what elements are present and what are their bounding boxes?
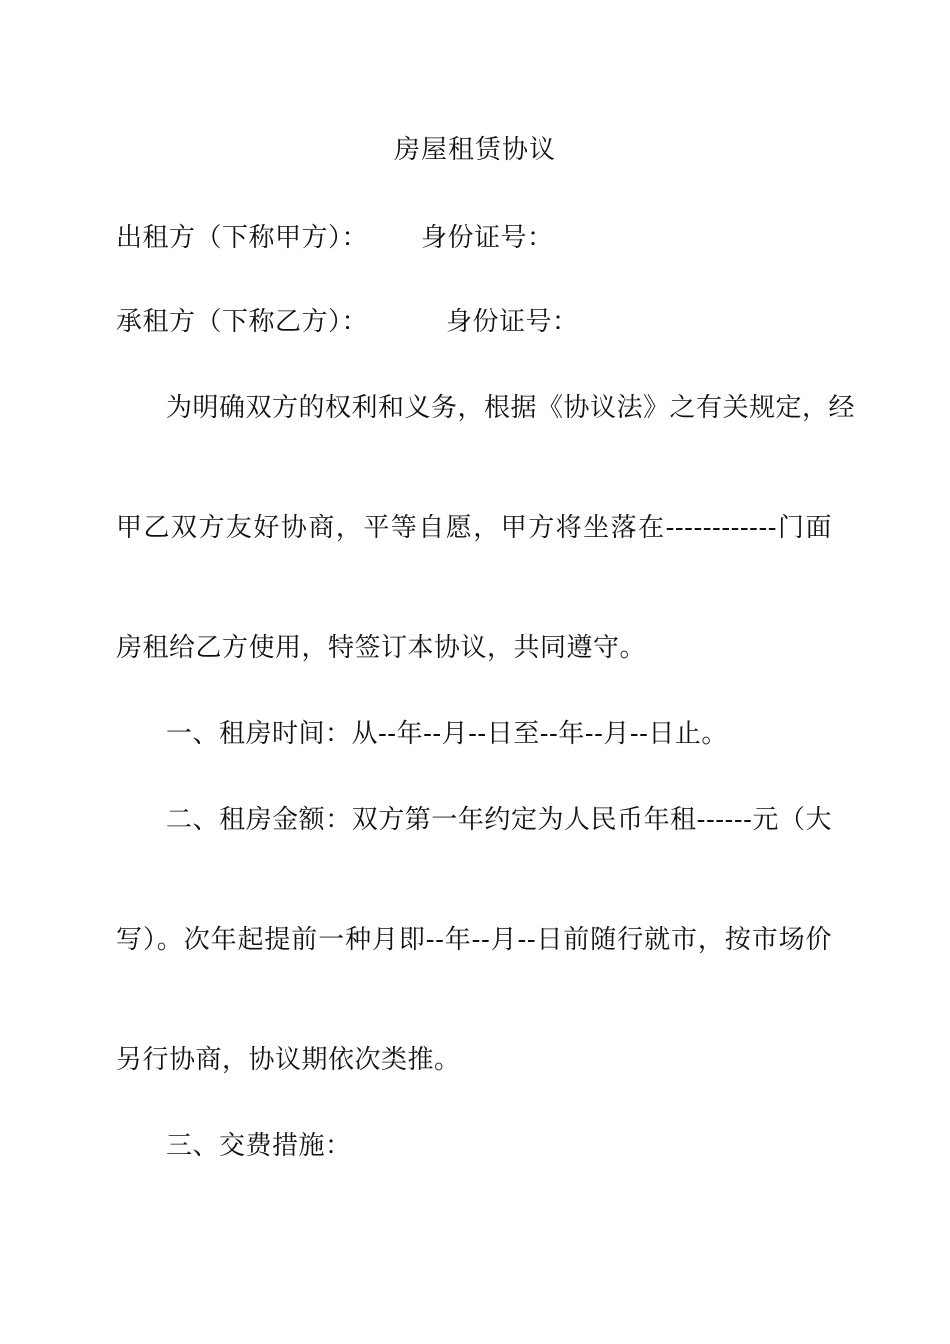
- clause-1-line-1: 一、租房时间：从--年--月--日至--年--月--日止。: [166, 719, 728, 749]
- intro-paragraph-line-2: 甲乙双方友好协商，平等自愿，甲方将坐落在------------门面: [116, 513, 832, 543]
- intro-paragraph-line-3: 房租给乙方使用，特签订本协议，共同遵守。: [116, 633, 647, 663]
- lessee-id-label: 身份证号：: [446, 307, 579, 337]
- lessee-label: 承租方（下称乙方）：: [116, 307, 369, 337]
- clause-2-line-1: 二、租房金额：双方第一年约定为人民币年租------元（大: [166, 805, 832, 835]
- lessor-line: [116, 221, 368, 255]
- intro-paragraph-line-1: 为明确双方的权利和义务，根据《协议法》之有关规定，经: [166, 393, 856, 423]
- lessor-id-label: 身份证号：: [421, 223, 554, 253]
- clause-2-line-2: 写）。次年起提前一种月即--年--月--日前随行就市，按市场价: [116, 925, 832, 955]
- lessee-id-line: [446, 305, 579, 339]
- lessee-line: [116, 305, 368, 339]
- lessor-id-line: [421, 221, 554, 255]
- lessor-label: 出租方（下称甲方）：: [116, 223, 369, 253]
- clause-3-line-1: 三、交费措施：: [166, 1131, 352, 1161]
- document-title: 房屋租赁协议: [393, 135, 556, 165]
- clause-2-line-3: 另行协商，协议期依次类推。: [116, 1045, 461, 1075]
